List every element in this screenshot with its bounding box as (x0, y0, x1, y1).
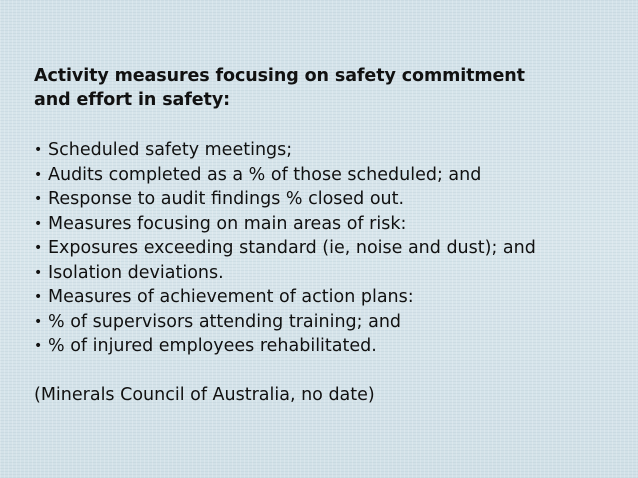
bullet-item (34, 310, 624, 335)
bullet-icon: • (34, 191, 43, 207)
bullet-icon: • (34, 289, 43, 305)
bullet-item (34, 334, 624, 359)
slide-heading-line-1: Activity measures focusing on safety commitment (34, 66, 525, 86)
bullet-item (34, 138, 624, 163)
bullet-item (34, 212, 624, 237)
bullet-text: Exposures exceeding standard (ie, noise and dust); and (48, 238, 536, 258)
bullet-item (34, 187, 624, 212)
citation-text: (Minerals Council of Australia, no date) (34, 384, 375, 405)
bullet-icon: • (34, 264, 43, 281)
bullet-icon: • (34, 166, 43, 183)
bullet-text: % of injured employees rehabilitated. (48, 336, 377, 356)
bullet-text: % of supervisors attending training; and (48, 311, 402, 332)
bullet-icon: • (34, 313, 43, 330)
bullet-item (34, 163, 624, 188)
bullet-icon: • (34, 215, 43, 232)
slide-heading-line-2: and effort in safety: (34, 90, 231, 110)
bullet-text: Measures focusing on main areas of risk: (48, 213, 407, 234)
bullet-icon: • (34, 142, 43, 158)
bullet-text: Scheduled safety meetings; (48, 140, 293, 160)
slide-content (34, 64, 624, 407)
bullet-item (34, 261, 624, 286)
bullet-text: Measures of achievement of action plans: (48, 287, 414, 307)
bullet-item (34, 236, 624, 261)
bullet-icon: • (34, 240, 43, 256)
bullet-text: Audits completed as a % of those scheduled; and (48, 164, 482, 185)
slide-heading (34, 64, 624, 112)
bullet-icon: • (34, 338, 43, 354)
bullet-text: Response to audit findings % closed out. (48, 189, 405, 209)
bullet-item (34, 285, 624, 310)
bullet-text: Isolation deviations. (48, 262, 224, 283)
bullet-list (34, 138, 624, 359)
